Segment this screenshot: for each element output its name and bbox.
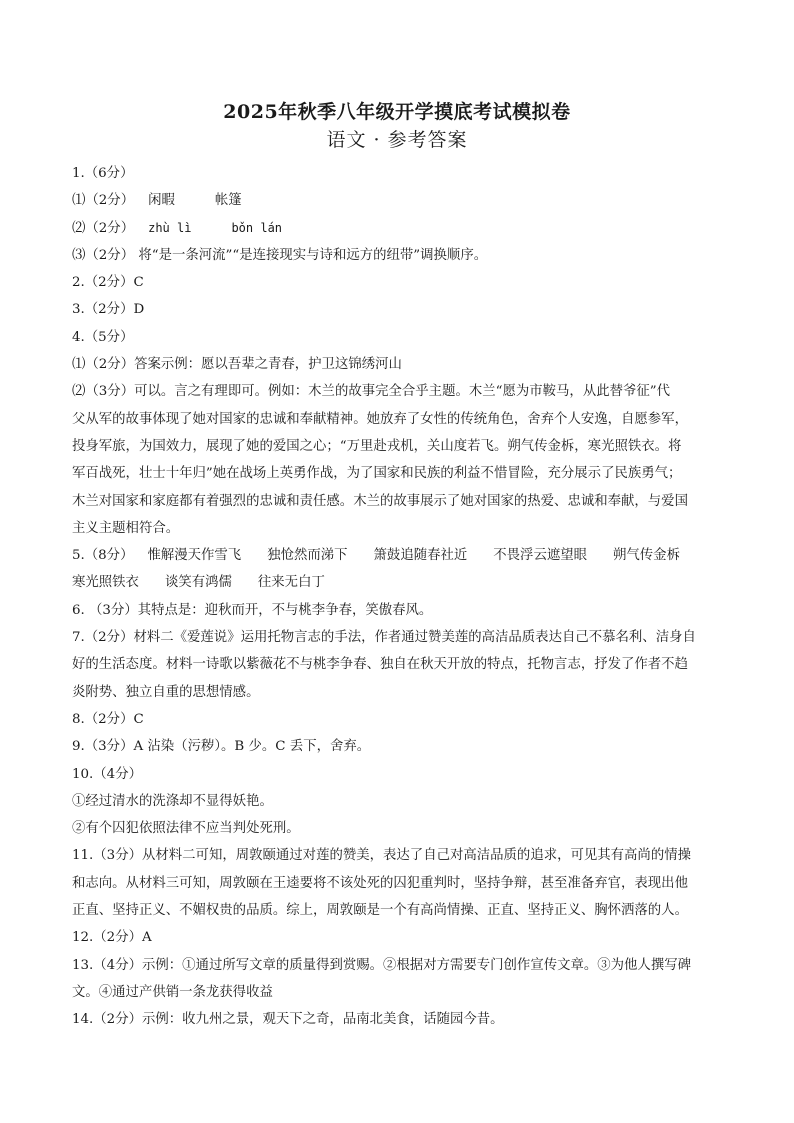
answer-line: ⑵（3分）可以。言之有理即可。例如：木兰的故事完全合乎主题。木兰“愿为市鞍马，从此替爷征”代 [72, 384, 671, 400]
poem-answer: 不畏浮云遮望眼 [493, 548, 588, 564]
answer-line: 2.（2分）C [72, 275, 144, 291]
poem-answer: 惟解漫天作雪飞 [147, 548, 242, 564]
answer-line: 10.（4分） [72, 766, 142, 782]
answer-line: 6. （3分）其特点是：迎秋而开，不与桃李争春，笑傲春风。 [72, 602, 433, 618]
answer-line [72, 215, 724, 242]
answer-line [72, 187, 724, 214]
answer-line: ②有个囚犯依照法律不应当判处死刑。 [72, 821, 300, 837]
answer-line: 3.（2分）D [72, 302, 145, 318]
answer-body [72, 160, 724, 1034]
item-label: ⑴（2分） [72, 193, 135, 209]
answer-line [72, 569, 724, 596]
poem-answer: 朔气传金柝 [613, 548, 680, 564]
poem-answer: 独怆然而涕下 [267, 548, 348, 564]
answer-line: 主义主题相符合。 [72, 520, 180, 536]
answer-line: 1.（6分） [72, 166, 134, 181]
page-title: 2025年秋季八年级开学摸底考试模拟卷 [223, 101, 571, 123]
answer-line: ①经过清水的洗涤却不显得妖艳。 [72, 793, 273, 809]
answer-line: 13.（4分）示例：①通过所写文章的质量得到赏赐。②根据对方需要专门创作宣传文章。③为他人撰写碑 [72, 957, 691, 973]
answer-word: 帐篷 [214, 193, 242, 209]
answer-line: 炎附势、独立自重的思想情感。 [72, 684, 260, 700]
poem-answer: 箫鼓追随春社近 [373, 548, 468, 564]
answer-line: ⑶（2分） 将“是一条河流”“是连接现实与诗和远方的纽带”调换顺序。 [72, 247, 488, 263]
answer-line: 4.（5分） [72, 329, 134, 345]
answer-line: 正直、坚持正义、不媚权贵的品质。综上，周敦颐是一个有高尚情操、正直、坚持正义、胸怀洒落的人。 [72, 903, 688, 919]
page-subtitle: 语文 · 参考答案 [326, 129, 468, 151]
answer-line: 文。④通过产供销一条龙获得收益 [72, 984, 273, 1000]
poem-answer: 谈笑有鸿儒 [164, 575, 232, 591]
answer-line: 父从军的故事体现了她对国家的忠诚和奉献精神。她放弃了女性的传统角色，舍弃个人安逸，自愿参军， [72, 411, 688, 427]
answer-line: 8.（2分）C [72, 711, 144, 727]
poem-answer: 往来无白丁 [257, 575, 325, 591]
poem-answer: 寒光照铁衣 [72, 575, 139, 591]
answer-line: ⑴（2分）答案示例：愿以吾辈之青春，护卫这锦绣河山 [72, 357, 402, 373]
answer-line: 11.（3分）从材料二可知，周敦颐通过对莲的赞美，表达了自己对高洁品质的追求，可见其有高尚的情操 [72, 848, 691, 864]
item-label: 5.（8分） [72, 548, 134, 564]
answer-line: 9.（3分）A 沾染（污秽）。B 少。C 丢下，舍弃。 [72, 739, 371, 755]
answer-line: 军百战死，壮士十年归”她在战场上英勇作战，为了国家和民族的利益不惜冒险，充分展示了民族勇气； [72, 466, 682, 482]
answer-line: 7.（2分）材料二《爱莲说》运用托物言志的手法，作者通过赞美莲的高洁品质表达自己不慕名利、洁身自 [72, 630, 696, 646]
answer-line: 木兰对国家和家庭都有着强烈的忠诚和责任感。木兰的故事展示了她对国家的热爱、忠诚和奉献，与爱国 [72, 493, 688, 509]
answer-word: 闲暇 [148, 193, 175, 209]
answer-line: 好的生活态度。材料一诗歌以紫薇花不与桃李争春、独自在秋天开放的特点，托物言志，抒发了作者不趋 [72, 657, 688, 673]
answer-line [72, 542, 724, 569]
pinyin-answer: bǒn lán [231, 220, 283, 235]
item-label: ⑵（2分） [72, 220, 135, 236]
answer-line: 12.（2分）A [72, 930, 152, 946]
pinyin-answer: zhù lì [148, 220, 192, 235]
answer-line: 和志向。从材料三可知，周敦颐在王逵要将不该处死的囚犯重判时，坚持争辩，甚至准备弃官，表现出他 [72, 875, 688, 891]
answer-line: 投身军旅，为国效力，展现了她的爱国之心；“万里赴戎机，关山度若飞。朔气传金柝，寒光照铁衣。将 [72, 438, 682, 454]
answer-line: 14.（2分）示例：收九州之景，观天下之奇，品南北美食，话随园今昔。 [72, 1012, 504, 1028]
